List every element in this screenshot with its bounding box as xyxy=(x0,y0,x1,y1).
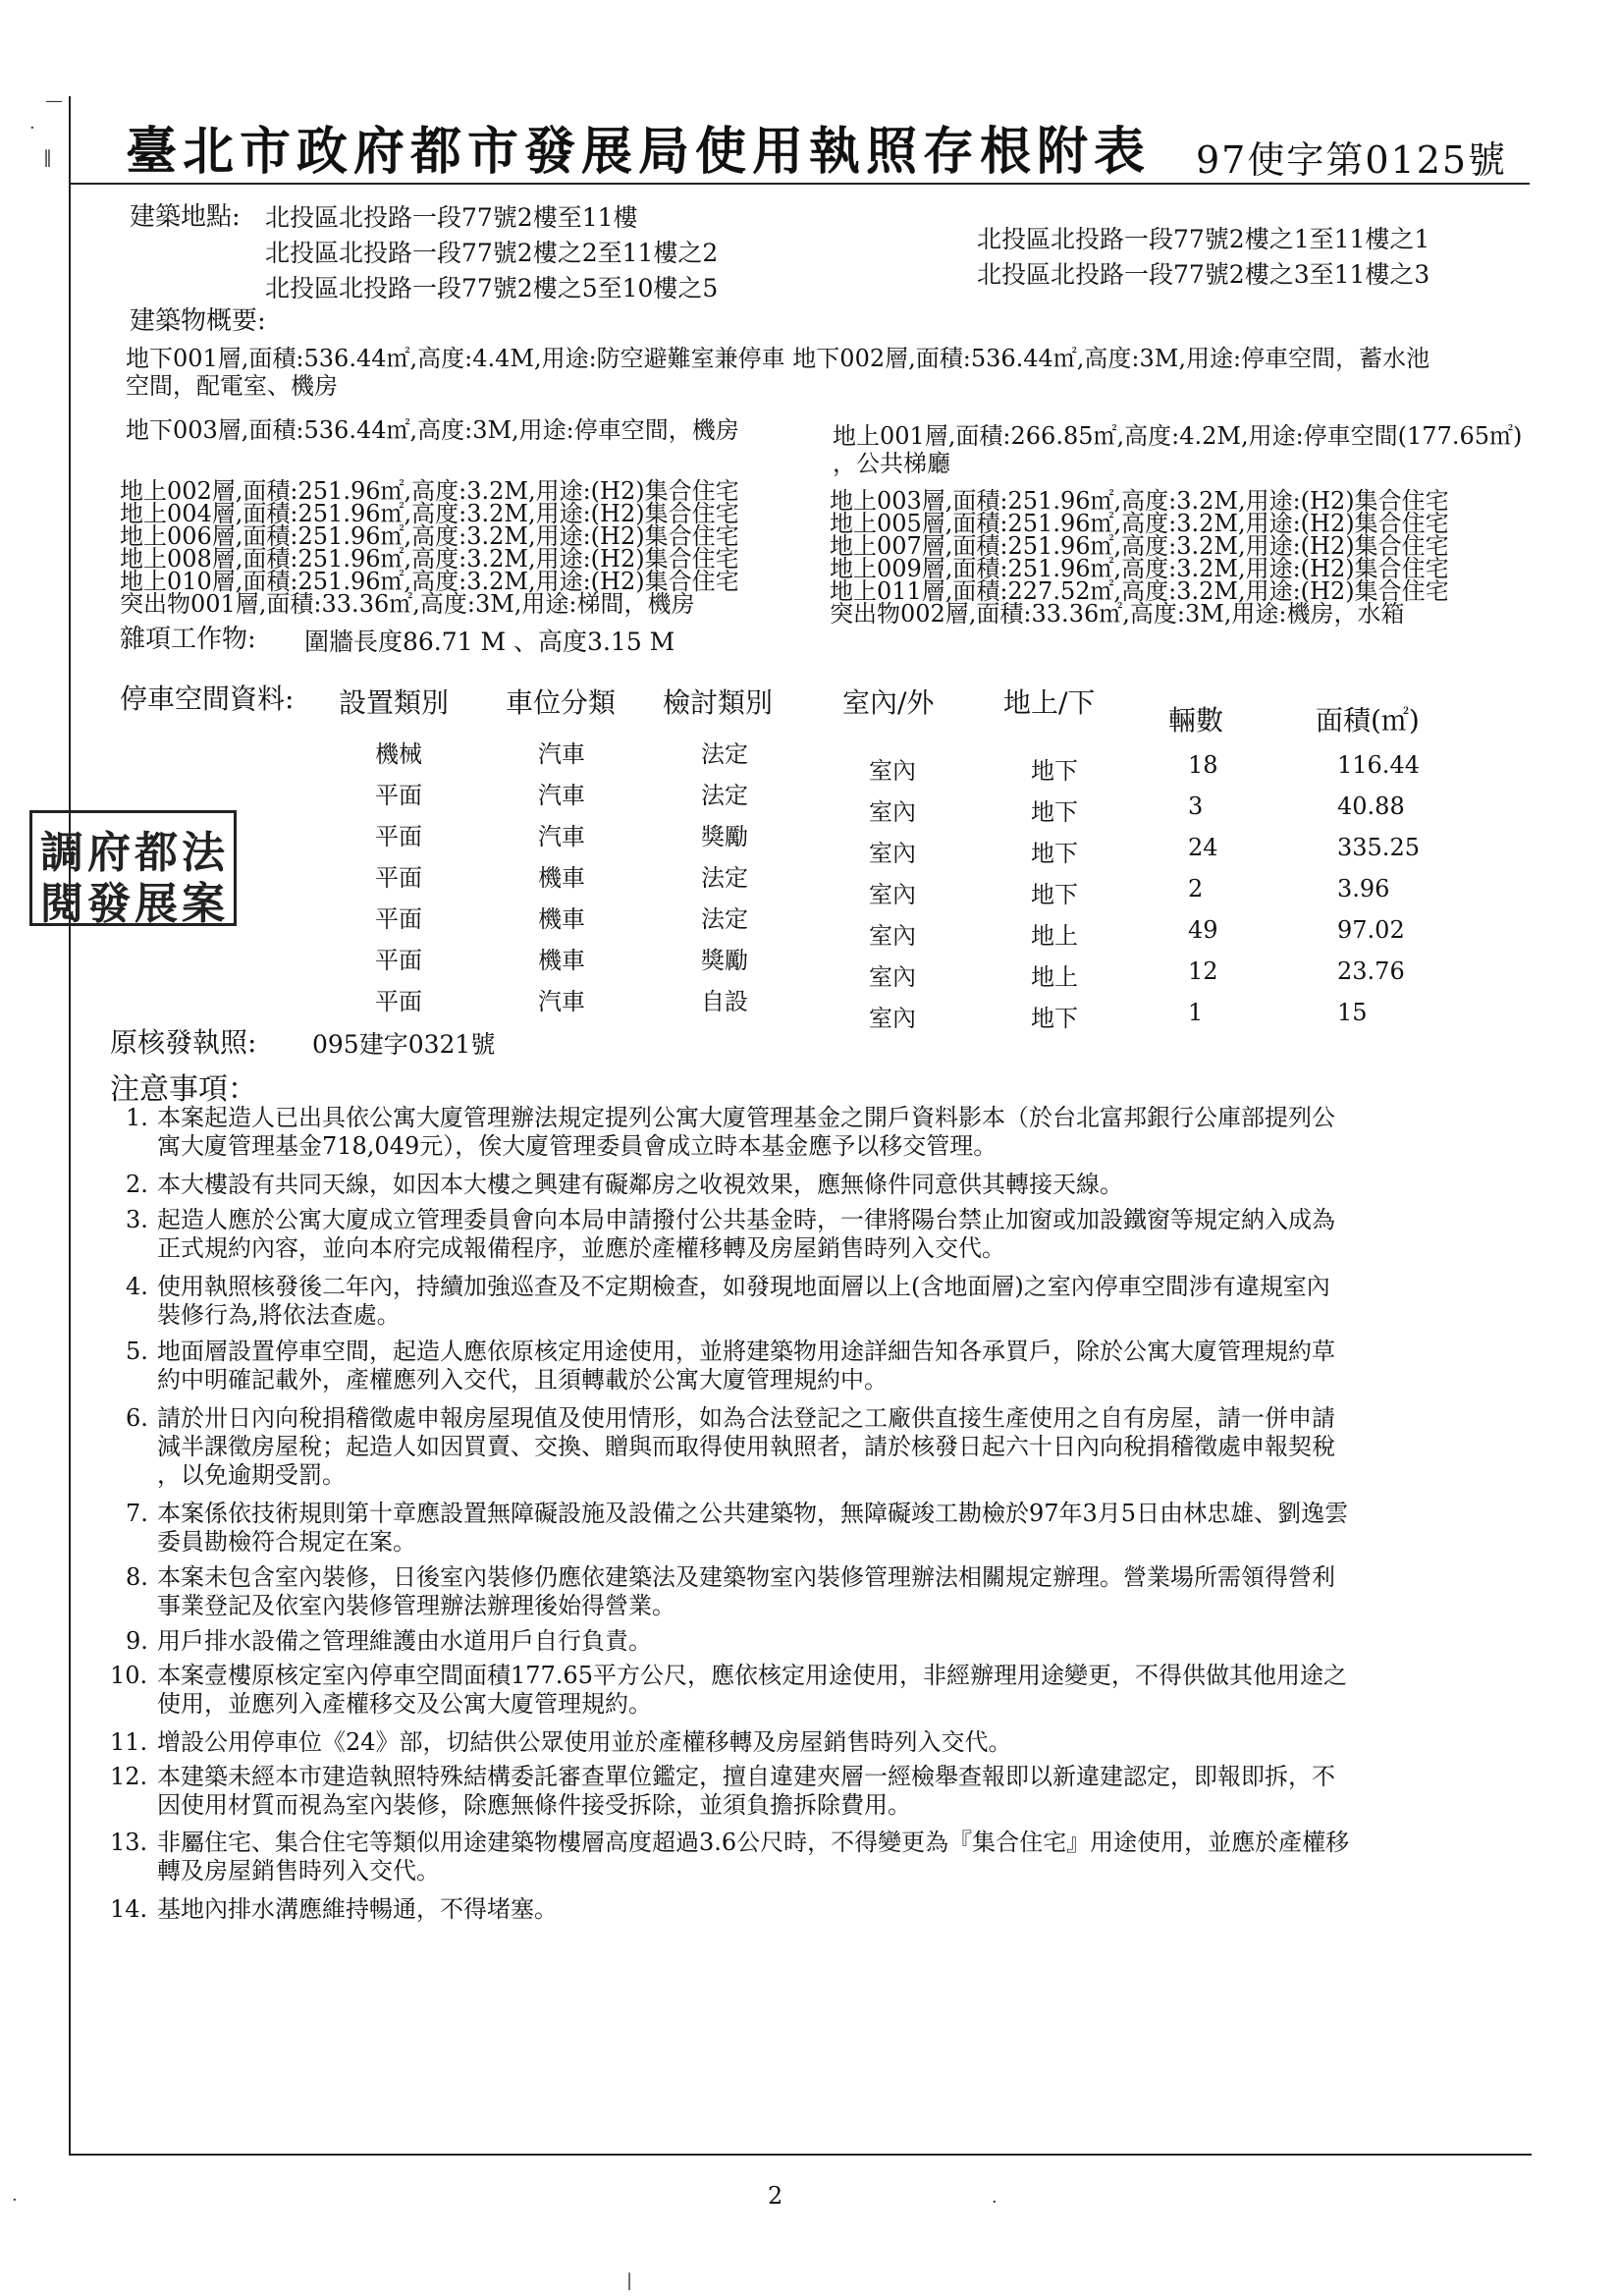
location-line: 北投區北投路一段77號2樓之3至11樓之3 xyxy=(977,260,1430,289)
floor-left: 地上002層,面積:251.96㎡,高度:3.2M,用途:(H2)集合住宅 xyxy=(120,477,739,505)
scan-mark: · xyxy=(12,2190,18,2211)
parking-cell: 24 xyxy=(1188,834,1218,861)
parking-cell: 室內 xyxy=(869,922,916,950)
parking-cell: 法定 xyxy=(701,740,748,768)
notes-label: 注意事項： xyxy=(110,1072,257,1107)
floor-right: 地上011層,面積:227.52㎡,高度:3.2M,用途:(H2)集合住宅 xyxy=(830,577,1449,605)
stamp-char: 發 xyxy=(87,879,131,929)
note-text: 事業登記及依室內裝修管理辦法辦理後始得營業。 xyxy=(157,1592,675,1619)
parking-cell: 18 xyxy=(1188,751,1218,779)
original-permit-label: 原核發執照: xyxy=(110,1026,257,1059)
stamp-char: 府 xyxy=(87,828,131,878)
parking-cell: 機車 xyxy=(538,947,585,974)
parking-cell: 室內 xyxy=(869,757,916,785)
note-text: 使用執照核發後二年內，持續加強巡查及不定期檢查，如發現地面層以上(含地面層)之室內停車空間涉有違規室內 xyxy=(157,1273,1330,1300)
stamp-char: 法 xyxy=(182,828,225,878)
parking-cell: 汽車 xyxy=(538,782,585,809)
note-number: 9. xyxy=(126,1627,148,1655)
floor-right: 地上009層,面積:251.96㎡,高度:3.2M,用途:(H2)集合住宅 xyxy=(830,555,1449,582)
parking-cell: 平面 xyxy=(375,864,422,892)
original-permit-value: 095建字0321號 xyxy=(312,1030,496,1059)
note-number: 13. xyxy=(110,1829,148,1856)
parking-cell: 平面 xyxy=(375,947,422,974)
note-number: 10. xyxy=(110,1662,148,1689)
floor-right: 地上003層,面積:251.96㎡,高度:3.2M,用途:(H2)集合住宅 xyxy=(830,487,1449,515)
note-number: 11. xyxy=(110,1728,148,1756)
note-text: 基地內排水溝應維持暢通，不得堵塞。 xyxy=(157,1895,558,1923)
parking-cell: 2 xyxy=(1188,875,1204,902)
overview-f1-line1: 地上001層,面積:266.85㎡,高度:4.2M,用途:停車空間(177.65㎡) xyxy=(833,422,1523,450)
floor-left: 地上010層,面積:251.96㎡,高度:3.2M,用途:(H2)集合住宅 xyxy=(120,568,739,595)
note-text: 正式規約內容，並向本府完成報備程序，並應於產權移轉及房屋銷售時列入交代。 xyxy=(157,1234,1005,1262)
parking-cell: 汽車 xyxy=(538,988,585,1015)
parking-cell: 地下 xyxy=(1031,881,1078,908)
parking-cell: 1 xyxy=(1188,999,1204,1026)
scan-mark: | xyxy=(626,2270,633,2291)
parking-cell: 室內 xyxy=(869,1005,916,1032)
document-title: 臺北市政府都市發展局使用執照存根附表 xyxy=(126,122,1152,182)
note-text: ，以免逾期受罰。 xyxy=(157,1461,346,1489)
note-text: 減半課徵房屋稅；起造人如因買賣、交換、贈與而取得使用執照者，請於核發日起六十日內向稅捐稽徵處申報契稅 xyxy=(157,1433,1335,1460)
note-text: 用戶排水設備之管理維護由水道用戶自行負責。 xyxy=(157,1627,652,1655)
parking-cell: 40.88 xyxy=(1337,793,1405,820)
location-line: 北投區北投路一段77號2樓之5至10樓之5 xyxy=(265,274,719,302)
note-number: 2. xyxy=(126,1171,148,1198)
parking-cell: 97.02 xyxy=(1337,916,1405,944)
parking-header-cell: 車位分類 xyxy=(506,686,617,719)
scan-mark: · xyxy=(992,2192,998,2213)
note-text: 本案壹樓原核定室內停車空間面積177.65平方公尺，應依核定用途使用，非經辦理用途變更，不得供做其他用途之 xyxy=(157,1662,1347,1689)
parking-cell: 自設 xyxy=(701,988,748,1015)
stamp-char: 案 xyxy=(182,879,225,929)
parking-cell: 335.25 xyxy=(1337,834,1420,861)
stamp-char: 調 xyxy=(40,828,83,878)
location-line: 北投區北投路一段77號2樓之1至11樓之1 xyxy=(977,225,1430,253)
overview-b1-line2: 空間，配電室、機房 xyxy=(126,372,338,400)
parking-cell: 地上 xyxy=(1031,922,1078,950)
floor-left: 地上008層,面積:251.96㎡,高度:3.2M,用途:(H2)集合住宅 xyxy=(120,545,739,573)
parking-cell: 室內 xyxy=(869,881,916,908)
note-number: 4. xyxy=(126,1273,148,1300)
stamp-char: 閱 xyxy=(40,879,83,929)
note-text: 增設公用停車位《24》部，切結供公眾使用並於產權移轉及房屋銷售時列入交代。 xyxy=(157,1728,1012,1756)
parking-cell: 機車 xyxy=(538,864,585,892)
parking-cell: 地下 xyxy=(1031,798,1078,826)
note-text: 非屬住宅、集合住宅等類似用途建築物樓層高度超過3.6公尺時，不得變更為『集合住宅』用途使用，並應於產權移 xyxy=(157,1829,1350,1856)
note-number: 5. xyxy=(126,1338,148,1365)
floor-left: 地上004層,面積:251.96㎡,高度:3.2M,用途:(H2)集合住宅 xyxy=(120,500,739,527)
parking-cell: 室內 xyxy=(869,798,916,826)
scan-mark: — xyxy=(45,90,63,111)
note-text: 委員勘檢符合規定在案。 xyxy=(157,1528,416,1556)
note-text: 本案係依技術規則第十章應設置無障礙設施及設備之公共建築物，無障礙竣工勘檢於97年3月5日由林忠雄、劉逸雲 xyxy=(157,1500,1349,1527)
note-number: 3. xyxy=(126,1206,148,1233)
parking-cell: 法定 xyxy=(701,905,748,933)
note-number: 1. xyxy=(126,1104,148,1131)
official-stamp xyxy=(29,810,237,929)
note-text: 地面層設置停車空間，起造人應依原核定用途使用，並將建築物用途詳細告知各承買戶，除於公寓大廈管理規約草 xyxy=(157,1338,1335,1365)
scan-mark: · xyxy=(29,118,35,138)
note-number: 6. xyxy=(126,1404,148,1432)
scan-mark: ‖ xyxy=(43,147,52,168)
parking-cell: 平面 xyxy=(375,905,422,933)
parking-cell: 地上 xyxy=(1031,963,1078,991)
parking-header-cell: 室內/外 xyxy=(842,686,935,719)
misc-label: 雜項工作物: xyxy=(120,625,256,654)
parking-cell: 3.96 xyxy=(1337,875,1390,902)
parking-label: 停車空間資料: xyxy=(120,683,295,715)
floor-left: 突出物001層,面積:33.36㎡,高度:3M,用途:梯間，機房 xyxy=(120,590,695,618)
note-text: 使用，並應列入產權移交及公寓大廈管理規約。 xyxy=(157,1690,652,1718)
parking-header-cell: 檢討類別 xyxy=(663,686,774,719)
note-number: 14. xyxy=(110,1895,148,1923)
parking-cell: 地下 xyxy=(1031,1005,1078,1032)
stamp-char: 展 xyxy=(135,879,178,929)
parking-cell: 49 xyxy=(1188,916,1218,944)
location-line: 北投區北投路一段77號2樓至11樓 xyxy=(265,203,638,232)
note-text: 寓大廈管理基金718,049元），俟大廈管理委員會成立時本基金應予以移交管理。 xyxy=(157,1132,998,1160)
note-text: 本案未包含室內裝修，日後室內裝修仍應依建築法及建築物室內裝修管理辦法相關規定辦理。營業場所需領得營利 xyxy=(157,1563,1335,1591)
parking-cell: 23.76 xyxy=(1337,957,1405,985)
note-text: 轉及房屋銷售時列入交代。 xyxy=(157,1857,440,1885)
overview-b1-line1: 地下001層,面積:536.44㎡,高度:4.4M,用途:防空避難室兼停車 地下002層,面積:536.44㎡,高度:3M,用途:停車空間，蓄水池 xyxy=(126,345,1430,372)
parking-cell: 法定 xyxy=(701,782,748,809)
parking-cell: 汽車 xyxy=(538,740,585,768)
floor-left: 地上006層,面積:251.96㎡,高度:3.2M,用途:(H2)集合住宅 xyxy=(120,522,739,550)
parking-cell: 116.44 xyxy=(1337,751,1420,779)
note-number: 8. xyxy=(126,1563,148,1591)
parking-header-cell: 地上/下 xyxy=(1003,686,1096,719)
overview-label: 建築物概要: xyxy=(130,306,266,336)
parking-cell: 機車 xyxy=(538,905,585,933)
note-number: 7. xyxy=(126,1500,148,1527)
note-text: 起造人應於公寓大廈成立管理委員會向本局申請撥付公共基金時，一律將陽台禁止加窗或加設鐵窗等規定納入成為 xyxy=(157,1206,1335,1233)
parking-cell: 地下 xyxy=(1031,757,1078,785)
parking-cell: 獎勵 xyxy=(701,947,748,974)
parking-cell: 地下 xyxy=(1031,840,1078,867)
stamp-char: 都 xyxy=(135,828,178,878)
note-text: 本大樓設有共同天線，如因本大樓之興建有礙鄰房之收視效果，應無條件同意供其轉接天線。 xyxy=(157,1171,1123,1198)
parking-header-cell: 設置類別 xyxy=(339,686,450,719)
floor-right: 突出物002層,面積:33.36㎡,高度:3M,用途:機房，水箱 xyxy=(830,600,1405,628)
note-text: 裝修行為,將依法查處。 xyxy=(157,1301,401,1329)
note-text: 約中明確記載外，產權應列入交代，且須轉載於公寓大廈管理規約中。 xyxy=(157,1366,888,1394)
note-text: 因使用材質而視為室內裝修，除應無條件接受拆除，並須負擔拆除費用。 xyxy=(157,1791,911,1819)
parking-cell: 平面 xyxy=(375,988,422,1015)
overview-b3: 地下003層,面積:536.44㎡,高度:3M,用途:停車空間，機房 xyxy=(126,416,739,444)
parking-cell: 平面 xyxy=(375,782,422,809)
parking-cell: 機械 xyxy=(375,740,422,768)
location-line: 北投區北投路一段77號2樓之2至11樓之2 xyxy=(265,239,719,267)
document-number: 97使字第0125號 xyxy=(1196,138,1508,182)
parking-cell: 汽車 xyxy=(538,823,585,850)
floor-right: 地上007層,面積:251.96㎡,高度:3.2M,用途:(H2)集合住宅 xyxy=(830,532,1449,560)
note-number: 12. xyxy=(110,1763,148,1790)
note-text: 本案起造人已出具依公寓大廈管理辦法規定提列公寓大廈管理基金之開戶資料影本（於台北富邦銀行公庫部提列公 xyxy=(157,1104,1335,1131)
parking-cell: 室內 xyxy=(869,840,916,867)
parking-cell: 室內 xyxy=(869,963,916,991)
parking-cell: 法定 xyxy=(701,864,748,892)
parking-header-cell: 輛數 xyxy=(1168,704,1224,737)
note-text: 請於卅日內向稅捐稽徵處申報房屋現值及使用情形，如為合法登記之工廠供直接生產使用之自有房屋，請一併申請 xyxy=(157,1404,1335,1432)
parking-cell: 15 xyxy=(1337,999,1368,1026)
parking-cell: 3 xyxy=(1188,793,1204,820)
misc-value: 圍牆長度86.71 M 、高度3.15 M xyxy=(304,628,675,656)
parking-cell: 平面 xyxy=(375,823,422,850)
note-text: 本建築未經本市建造執照特殊結構委託審查單位鑑定，擅自違建夾層一經檢舉查報即以新違建認定，即報即拆，不 xyxy=(157,1763,1335,1790)
parking-header-cell: 面積(㎡) xyxy=(1316,704,1420,737)
parking-cell: 獎勵 xyxy=(701,823,748,850)
floor-right: 地上005層,面積:251.96㎡,高度:3.2M,用途:(H2)集合住宅 xyxy=(830,510,1449,537)
parking-cell: 12 xyxy=(1188,957,1218,985)
overview-f1-line2: ，公共梯廳 xyxy=(833,450,950,477)
location-label: 建築地點: xyxy=(130,202,241,232)
page-number: 2 xyxy=(768,2182,783,2210)
